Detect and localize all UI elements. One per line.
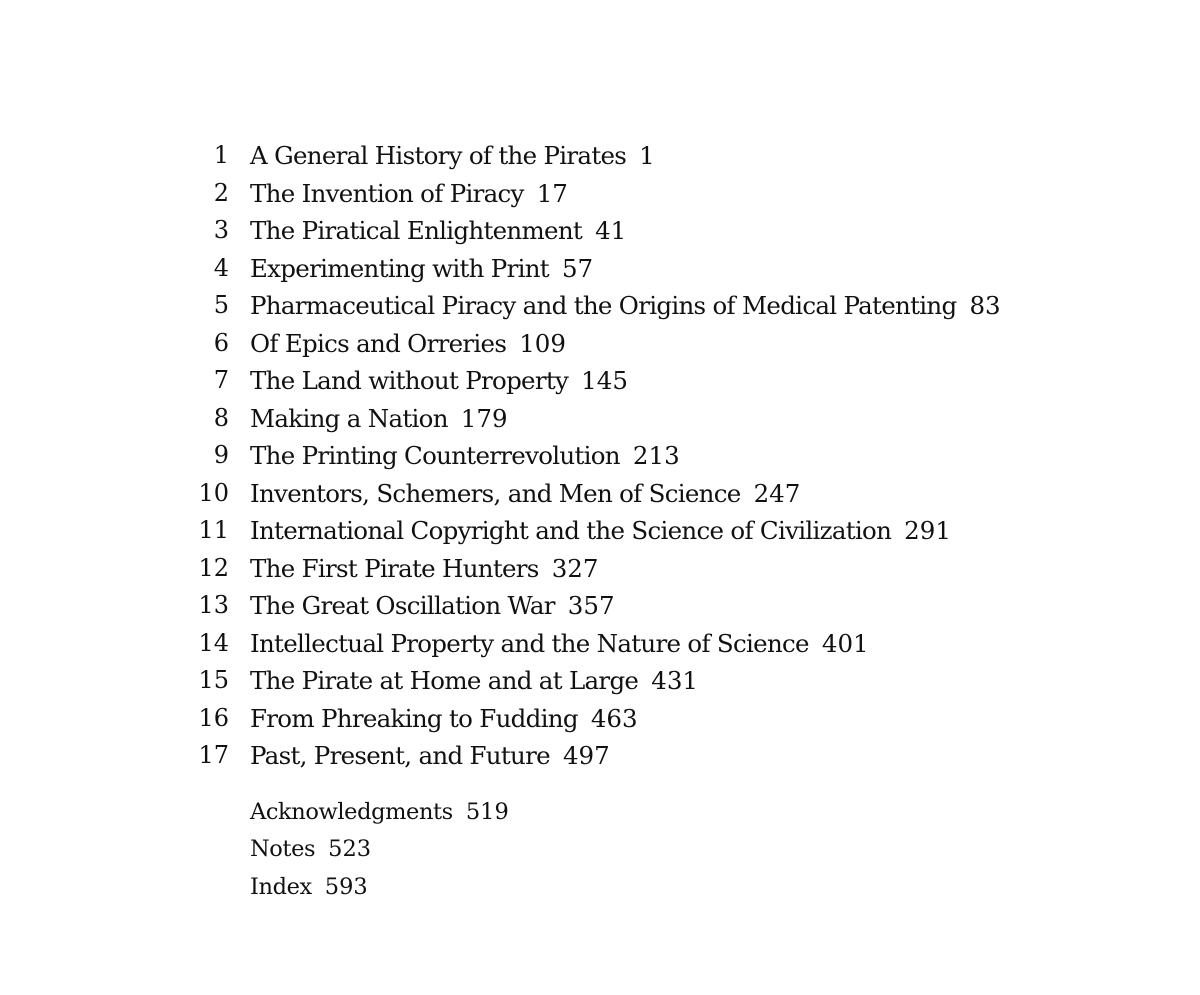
chapter-number: 10: [198, 478, 229, 507]
chapter-number: 11: [198, 516, 229, 544]
chapter-title: The Invention of Piracy: [250, 178, 524, 208]
back-matter-entry: [0, 794, 1200, 832]
back-matter-title: Acknowledgments: [250, 798, 453, 825]
chapter-number: 7: [213, 366, 229, 394]
chapter-page: 357: [567, 591, 615, 620]
chapter-title: International Copyright and the Science of Civilization: [250, 516, 892, 545]
chapter-number: 1: [213, 141, 229, 169]
chapter-page: 247: [753, 478, 801, 508]
chapter-page: 17: [536, 178, 568, 208]
chapter-page: 57: [561, 253, 594, 283]
chapter-page: 291: [904, 516, 951, 545]
chapter-title: Intellectual Property and the Nature of Science: [250, 628, 809, 658]
chapter-title: The Land without Property: [250, 366, 569, 395]
back-matter-page: 519: [465, 798, 509, 825]
chapter-title: From Phreaking to Fudding: [250, 703, 578, 733]
chapter-entry: [0, 512, 1200, 550]
chapter-entry: [0, 325, 1200, 363]
chapter-entry: [0, 212, 1200, 250]
chapter-entry: [0, 550, 1200, 588]
chapter-number: 4: [213, 253, 229, 282]
chapter-entry: [0, 625, 1200, 663]
chapter-title: The Piratical Enlightenment: [250, 216, 583, 245]
chapter-entry: [0, 587, 1200, 625]
chapter-entry: [0, 437, 1200, 475]
chapter-page: 213: [632, 441, 680, 470]
chapter-page: 109: [519, 328, 566, 358]
chapter-number: 15: [198, 666, 229, 694]
chapter-page: 145: [581, 366, 628, 395]
chapter-page: 41: [595, 216, 627, 245]
chapter-number: 12: [198, 553, 229, 582]
back-matter-page: 523: [328, 836, 372, 862]
chapter-number: 17: [198, 741, 229, 769]
chapter-entry: [0, 662, 1200, 700]
back-matter-entry: [0, 831, 1200, 869]
chapter-title: The Printing Counterrevolution: [250, 441, 620, 470]
chapter-title: Past, Present, and Future: [250, 741, 550, 770]
chapter-number: 2: [213, 178, 229, 207]
chapter-number: 9: [213, 441, 229, 469]
chapter-number: 6: [213, 328, 229, 357]
back-matter-list: [0, 794, 1200, 907]
chapter-page: 179: [460, 403, 508, 433]
chapter-entry: [0, 400, 1200, 438]
chapter-entry: [0, 362, 1200, 400]
chapter-page: 463: [590, 703, 638, 733]
chapter-title: The Pirate at Home and at Large: [250, 666, 639, 695]
chapter-number: 16: [198, 703, 229, 732]
chapter-title: The Great Oscillation War: [250, 591, 555, 620]
chapter-page: 431: [651, 666, 698, 695]
chapter-page: 497: [562, 741, 610, 770]
table-of-contents: [0, 137, 1200, 906]
chapter-title: Pharmaceutical Piracy and the Origins of Medical Patenting: [250, 291, 957, 320]
chapter-title: The First Pirate Hunters: [250, 553, 539, 583]
back-matter-entry: [0, 869, 1200, 907]
chapter-entry: [0, 737, 1200, 775]
chapter-title: Making a Nation: [250, 403, 448, 433]
chapter-entry: [0, 700, 1200, 738]
chapter-number: 3: [213, 216, 229, 244]
chapter-number: 8: [213, 403, 229, 432]
chapter-title: Experimenting with Print: [250, 253, 549, 283]
chapter-number: 13: [198, 591, 229, 619]
chapter-title: Inventors, Schemers, and Men of Science: [250, 478, 741, 508]
chapter-title: A General History of the Pirates: [250, 141, 627, 170]
chapter-title: Of Epics and Orreries: [250, 328, 507, 358]
chapter-page: 1: [639, 141, 655, 170]
chapter-number: 14: [198, 628, 229, 657]
chapter-entry: [0, 475, 1200, 513]
chapter-entry: [0, 175, 1200, 213]
chapter-number: 5: [213, 291, 229, 319]
chapter-page: 327: [551, 553, 599, 583]
back-matter-title: Notes: [250, 836, 316, 862]
chapter-list: [0, 137, 1200, 775]
back-matter-page: 593: [324, 873, 368, 900]
back-matter-title: Index: [250, 873, 312, 900]
chapter-entry: [0, 287, 1200, 325]
chapter-entry: [0, 137, 1200, 175]
chapter-entry: [0, 250, 1200, 288]
chapter-page: 83: [969, 291, 1001, 320]
chapter-page: 401: [821, 628, 869, 658]
